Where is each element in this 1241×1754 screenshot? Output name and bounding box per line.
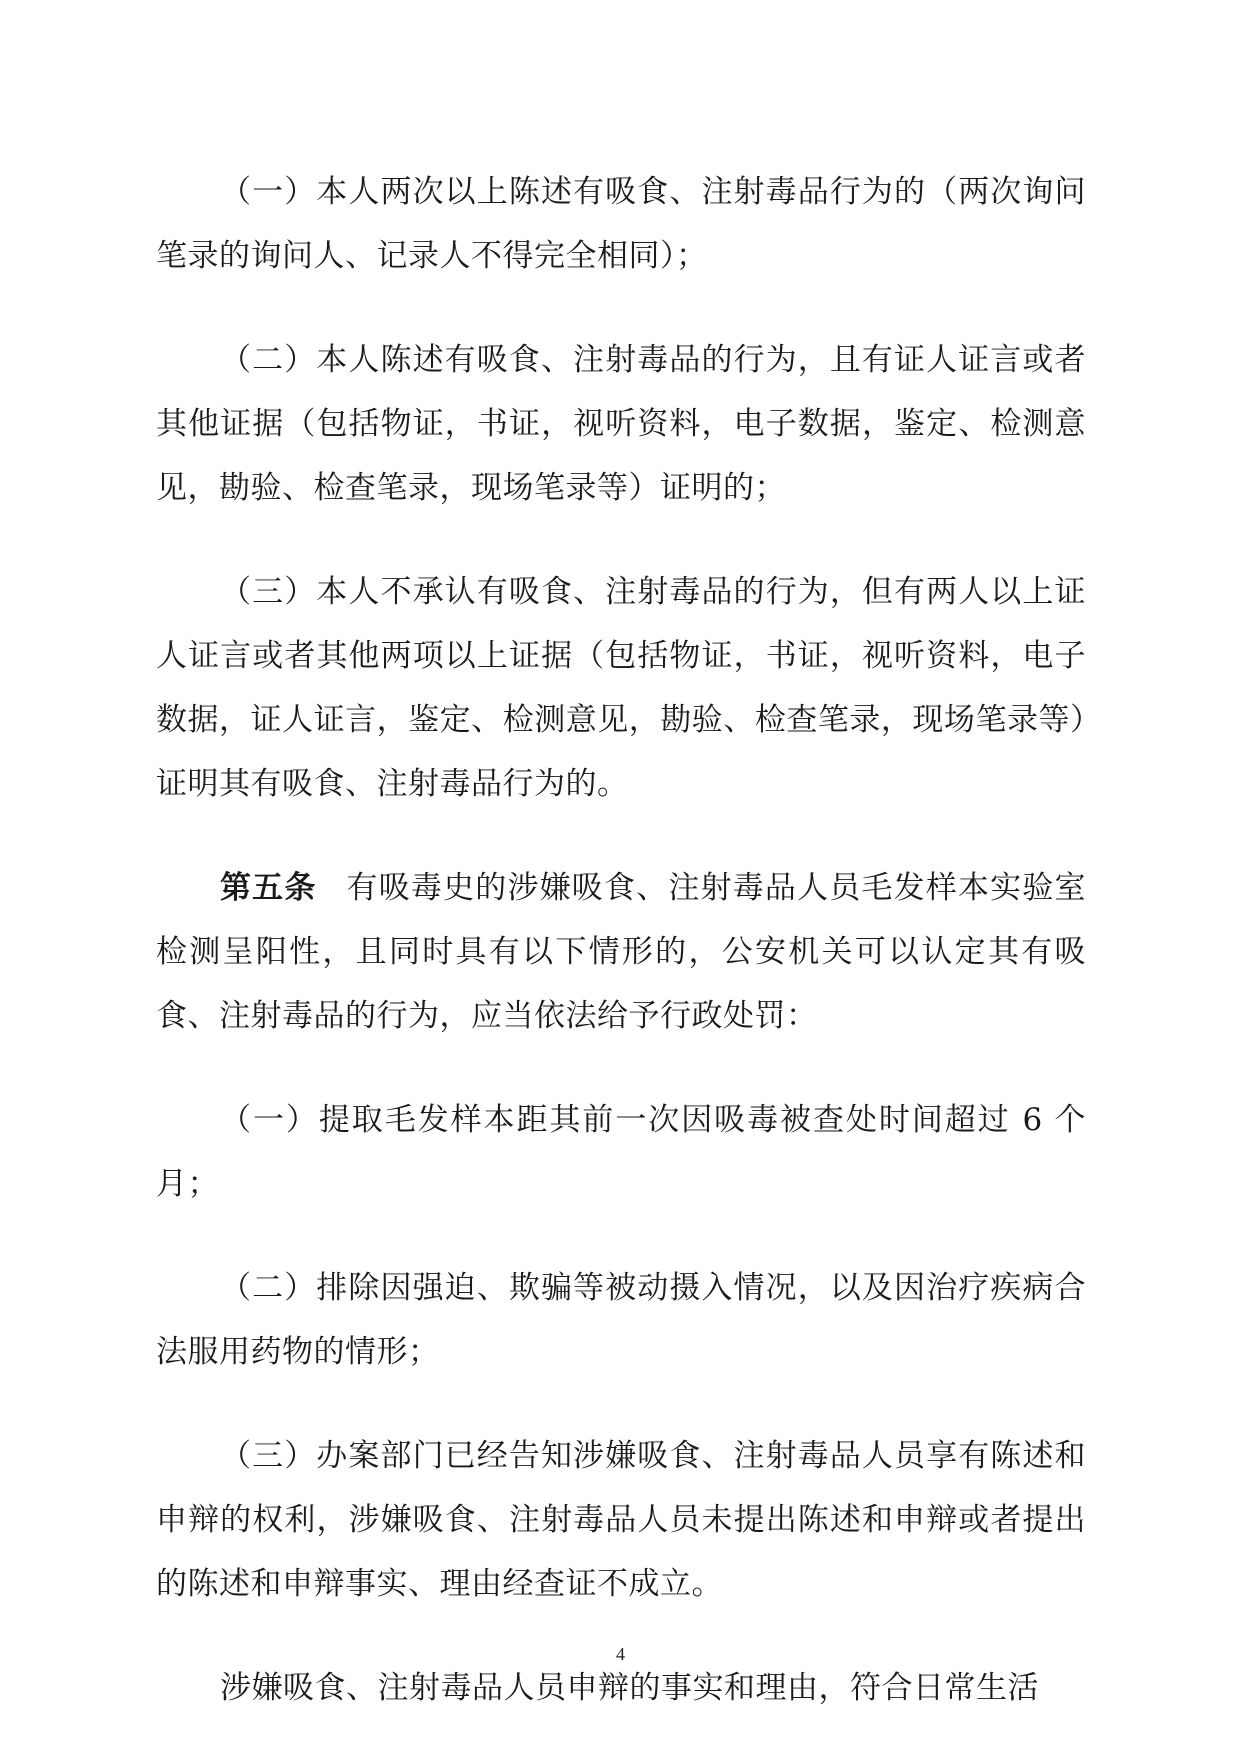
page-number: 4 [616,1644,625,1664]
paragraph-clause-2: （二）本人陈述有吸食、注射毒品的行为，且有证人证言或者其他证据（包括物证，书证，视听资料，电子数据，鉴定、检测意见，勘验、检查笔录，现场笔录等）证明的； [156,342,1086,506]
document-body [156,160,1086,1720]
paragraph-clause-3: （三）本人不承认有吸食、注射毒品的行为，但有两人以上证人证言或者其他两项以上证据（包括物证，书证，视听资料，电子数据，证人证言，鉴定、检测意见，勘验、检查笔录，现场笔录等）证明其有吸食、注射毒品行为的。 [156,574,1086,802]
paragraph-condition-2: （二）排除因强迫、欺骗等被动摄入情况，以及因治疗疾病合法服用药物的情形； [156,1270,1086,1370]
paragraph-clause-1: （一）本人两次以上陈述有吸食、注射毒品行为的（两次询问笔录的询问人、记录人不得完全相同）； [156,174,1086,274]
article-number: 第五条 [220,870,317,906]
paragraph-condition-1: （一）提取毛发样本距其前一次因吸毒被查处时间超过 6 个月； [156,1102,1086,1202]
paragraph-continuation: 涉嫌吸食、注射毒品人员申辩的事实和理由，符合日常生活 [220,1670,1039,1706]
article-5-paragraph [156,856,1086,1048]
article-5-text: 有吸毒史的涉嫌吸食、注射毒品人员毛发样本实验室检测呈阳性，且同时具有以下情形的，公安机关可以认定其有吸食、注射毒品的行为，应当依法给予行政处罚： [156,870,1087,1034]
paragraph-condition-3: （三）办案部门已经告知涉嫌吸食、注射毒品人员享有陈述和申辩的权利，涉嫌吸食、注射毒品人员未提出陈述和申辩或者提出的陈述和申辩事实、理由经查证不成立。 [156,1438,1086,1602]
